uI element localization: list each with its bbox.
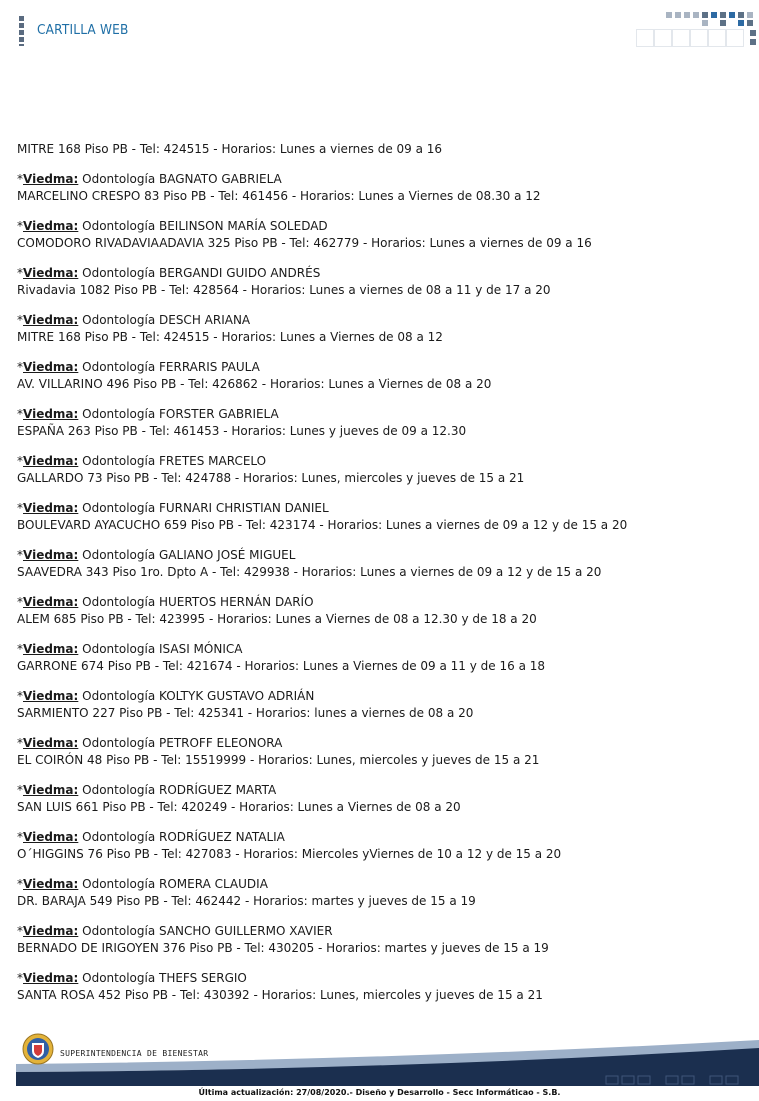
provider-name: Odontología ROMERA CLAUDIA bbox=[78, 877, 268, 891]
footer-band-decoration bbox=[16, 1030, 759, 1088]
grid-square bbox=[684, 12, 690, 18]
provider-name: Odontología FERRARIS PAULA bbox=[78, 360, 260, 374]
provider-heading bbox=[17, 312, 747, 329]
entry-bullet: * bbox=[17, 877, 23, 891]
provider-name: Odontología HUERTOS HERNÁN DARÍO bbox=[78, 595, 314, 609]
provider-details: EL COIRÓN 48 Piso PB - Tel: 15519999 - Horarios: Lunes, miercoles y jueves de 15 a 21 bbox=[17, 753, 540, 767]
entry-bullet: * bbox=[17, 783, 23, 797]
provider-heading bbox=[17, 876, 747, 893]
provider-heading bbox=[17, 829, 747, 846]
grid-square bbox=[666, 12, 672, 18]
provider-details: DR. BARAJA 549 Piso PB - Tel: 462442 - Horarios: martes y jueves de 15 a 19 bbox=[17, 894, 476, 908]
grid-box bbox=[654, 29, 672, 47]
grid-square bbox=[747, 20, 753, 26]
provider-name: Odontología RODRÍGUEZ MARTA bbox=[78, 783, 277, 797]
city-label: Viedma: bbox=[23, 313, 79, 327]
city-label: Viedma: bbox=[23, 830, 79, 844]
entry-bullet: * bbox=[17, 407, 23, 421]
entry-bullet: * bbox=[17, 454, 23, 468]
entry-bullet: * bbox=[17, 548, 23, 562]
entry-bullet: * bbox=[17, 172, 23, 186]
provider-details: GALLARDO 73 Piso PB - Tel: 424788 - Horarios: Lunes, miercoles y jueves de 15 a 21 bbox=[17, 471, 525, 485]
provider-details: MITRE 168 Piso PB - Tel: 424515 - Horarios: Lunes a Viernes de 08 a 12 bbox=[17, 330, 443, 344]
provider-heading bbox=[17, 735, 747, 752]
grid-square bbox=[738, 20, 744, 26]
provider-entry bbox=[17, 218, 747, 252]
provider-entry bbox=[17, 312, 747, 346]
provider-heading bbox=[17, 594, 747, 611]
provider-details: MARCELINO CRESPO 83 Piso PB - Tel: 461456 - Horarios: Lunes a Viernes de 08.30 a 12 bbox=[17, 189, 541, 203]
provider-heading bbox=[17, 171, 747, 188]
provider-details: BERNADO DE IRIGOYEN 376 Piso PB - Tel: 430205 - Horarios: martes y jueves de 15 a 19 bbox=[17, 941, 549, 955]
provider-name: Odontología PETROFF ELEONORA bbox=[78, 736, 283, 750]
city-label: Viedma: bbox=[23, 971, 79, 985]
provider-entry bbox=[17, 641, 747, 675]
grid-square bbox=[729, 12, 735, 18]
provider-name: Odontología BEILINSON MARÍA SOLEDAD bbox=[78, 219, 328, 233]
provider-heading bbox=[17, 782, 747, 799]
provider-entry bbox=[17, 782, 747, 816]
grid-box bbox=[636, 29, 654, 47]
provider-heading bbox=[17, 265, 747, 282]
page-footer bbox=[16, 1030, 759, 1088]
city-label: Viedma: bbox=[23, 172, 79, 186]
provider-entry bbox=[17, 970, 747, 1004]
provider-entry bbox=[17, 594, 747, 628]
grid-square bbox=[720, 20, 726, 26]
provider-heading bbox=[17, 923, 747, 940]
city-label: Viedma: bbox=[23, 548, 79, 562]
grid-square bbox=[693, 12, 699, 18]
city-label: Viedma: bbox=[23, 407, 79, 421]
grid-square bbox=[675, 12, 681, 18]
city-label: Viedma: bbox=[23, 642, 79, 656]
provider-details: SAN LUIS 661 Piso PB - Tel: 420249 - Horarios: Lunes a Viernes de 08 a 20 bbox=[17, 800, 461, 814]
provider-heading bbox=[17, 688, 747, 705]
entries-container bbox=[17, 171, 747, 1004]
pixel-grid-decoration bbox=[636, 10, 758, 48]
grid-box bbox=[708, 29, 726, 47]
provider-details: COMODORO RIVADAVIAADAVIA 325 Piso PB - Tel: 462779 - Horarios: Lunes a viernes de 09 a 16 bbox=[17, 236, 592, 250]
grid-square bbox=[702, 20, 708, 26]
provider-heading bbox=[17, 218, 747, 235]
entry-bullet: * bbox=[17, 924, 23, 938]
page-title: CARTILLA WEB bbox=[37, 22, 129, 38]
provider-details: O´HIGGINS 76 Piso PB - Tel: 427083 - Horarios: Miercoles yViernes de 10 a 12 y de 15 a 20 bbox=[17, 847, 562, 861]
city-label: Viedma: bbox=[23, 219, 79, 233]
provider-entry bbox=[17, 406, 747, 440]
provider-name: Odontología FRETES MARCELO bbox=[78, 454, 267, 468]
entry-bullet: * bbox=[17, 266, 23, 280]
provider-details: SARMIENTO 227 Piso PB - Tel: 425341 - Horarios: lunes a viernes de 08 a 20 bbox=[17, 706, 474, 720]
city-label: Viedma: bbox=[23, 501, 79, 515]
grid-square bbox=[750, 30, 756, 36]
provider-entry bbox=[17, 829, 747, 863]
grid-square bbox=[747, 12, 753, 18]
grid-square bbox=[711, 12, 717, 18]
provider-entry bbox=[17, 688, 747, 722]
entry-bullet: * bbox=[17, 313, 23, 327]
provider-details: AV. VILLARINO 496 Piso PB - Tel: 426862 - Horarios: Lunes a Viernes de 08 a 20 bbox=[17, 377, 492, 391]
grid-box bbox=[672, 29, 690, 47]
provider-list bbox=[17, 141, 747, 1017]
grid-square bbox=[750, 39, 756, 45]
provider-name: Odontología FORSTER GABRIELA bbox=[78, 407, 279, 421]
provider-entry bbox=[17, 500, 747, 534]
city-label: Viedma: bbox=[23, 783, 79, 797]
city-label: Viedma: bbox=[23, 689, 79, 703]
entry-bullet: * bbox=[17, 501, 23, 515]
last-update-line: Última actualización: 27/08/2020.- Diseño y Desarrollo - Secc Informáticao - S.B. bbox=[198, 1088, 561, 1097]
provider-entry bbox=[17, 923, 747, 957]
provider-heading bbox=[17, 500, 747, 517]
provider-name: Odontología FURNARI CHRISTIAN DANIEL bbox=[78, 501, 329, 515]
grid-box bbox=[726, 29, 744, 47]
provider-details: BOULEVARD AYACUCHO 659 Piso PB - Tel: 423174 - Horarios: Lunes a viernes de 09 a 12 y de 15 a 20 bbox=[17, 518, 628, 532]
grid-square bbox=[720, 12, 726, 18]
provider-heading bbox=[17, 547, 747, 564]
provider-name: Odontología BERGANDI GUIDO ANDRÉS bbox=[78, 266, 321, 280]
provider-name: Odontología ISASI MÓNICA bbox=[78, 642, 243, 656]
provider-details: SAAVEDRA 343 Piso 1ro. Dpto A - Tel: 429938 - Horarios: Lunes a viernes de 09 a 12 y de 15 a 20 bbox=[17, 565, 602, 579]
entry-bullet: * bbox=[17, 689, 23, 703]
entry-bullet: * bbox=[17, 736, 23, 750]
page-header bbox=[0, 0, 759, 60]
police-shield-emblem-icon bbox=[22, 1033, 54, 1065]
city-label: Viedma: bbox=[23, 360, 79, 374]
city-label: Viedma: bbox=[23, 877, 79, 891]
provider-entry bbox=[17, 453, 747, 487]
entry-bullet: * bbox=[17, 971, 23, 985]
city-label: Viedma: bbox=[23, 736, 79, 750]
provider-entry bbox=[17, 547, 747, 581]
grid-square bbox=[738, 12, 744, 18]
provider-heading bbox=[17, 359, 747, 376]
entry-bullet: * bbox=[17, 595, 23, 609]
provider-heading bbox=[17, 453, 747, 470]
provider-entry bbox=[17, 876, 747, 910]
provider-name: Odontología DESCH ARIANA bbox=[78, 313, 251, 327]
entry-bullet: * bbox=[17, 219, 23, 233]
provider-name: Odontología KOLTYK GUSTAVO ADRIÁN bbox=[78, 689, 315, 703]
city-label: Viedma: bbox=[23, 924, 79, 938]
entry-bullet: * bbox=[17, 360, 23, 374]
city-label: Viedma: bbox=[23, 454, 79, 468]
provider-entry bbox=[17, 735, 747, 769]
provider-details: GARRONE 674 Piso PB - Tel: 421674 - Horarios: Lunes a Viernes de 09 a 11 y de 16 a 18 bbox=[17, 659, 546, 673]
provider-details: SANTA ROSA 452 Piso PB - Tel: 430392 - Horarios: Lunes, miercoles y jueves de 15 a 21 bbox=[17, 988, 543, 1002]
provider-name: Odontología GALIANO JOSÉ MIGUEL bbox=[78, 548, 296, 562]
provider-name: Odontología THEFS SERGIO bbox=[78, 971, 247, 985]
provider-heading bbox=[17, 970, 747, 987]
entry-bullet: * bbox=[17, 642, 23, 656]
provider-name: Odontología BAGNATO GABRIELA bbox=[78, 172, 282, 186]
provider-name: Odontología RODRÍGUEZ NATALIA bbox=[78, 830, 285, 844]
city-label: Viedma: bbox=[23, 595, 79, 609]
provider-details: Rivadavia 1082 Piso PB - Tel: 428564 - Horarios: Lunes a viernes de 08 a 11 y de 17 a 20 bbox=[17, 283, 551, 297]
provider-entry bbox=[17, 359, 747, 393]
city-label: Viedma: bbox=[23, 266, 79, 280]
provider-name: Odontología SANCHO GUILLERMO XAVIER bbox=[78, 924, 333, 938]
grid-box bbox=[690, 29, 708, 47]
entry-bullet: * bbox=[17, 830, 23, 844]
continued-entry-line: MITRE 168 Piso PB - Tel: 424515 - Horarios: Lunes a viernes de 09 a 16 bbox=[17, 142, 443, 156]
provider-heading bbox=[17, 641, 747, 658]
provider-entry bbox=[17, 171, 747, 205]
provider-details: ALEM 685 Piso PB - Tel: 423995 - Horarios: Lunes a Viernes de 08 a 12.30 y de 18 a 20 bbox=[17, 612, 537, 626]
provider-entry bbox=[17, 265, 747, 299]
header-stripe-decoration bbox=[19, 16, 24, 46]
organization-name: SUPERINTENDENCIA DE BIENESTAR bbox=[60, 1049, 209, 1058]
provider-details: ESPAÑA 263 Piso PB - Tel: 461453 - Horarios: Lunes y jueves de 09 a 12.30 bbox=[17, 424, 467, 438]
provider-heading bbox=[17, 406, 747, 423]
grid-square bbox=[702, 12, 708, 18]
